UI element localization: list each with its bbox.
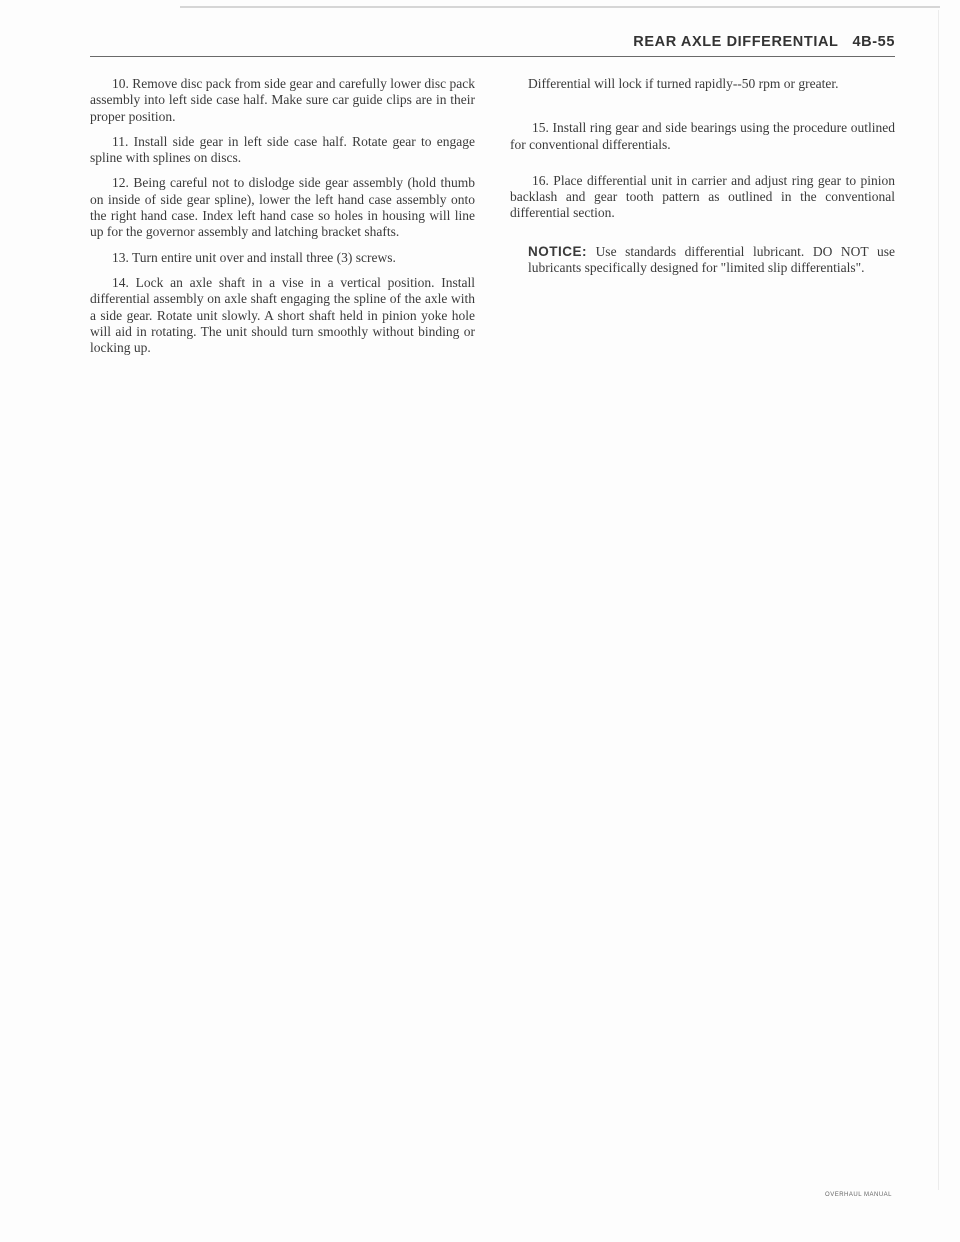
scan-edge-right	[938, 10, 939, 1190]
notice-label: NOTICE:	[528, 243, 587, 259]
right-column	[510, 76, 895, 285]
section-title: REAR AXLE DIFFERENTIAL	[633, 34, 839, 50]
step-15: 15. Install ring gear and side bearings using the procedure outlined for conventional differentials.	[510, 120, 895, 152]
continuation-note: Differential will lock if turned rapidly--50 rpm or greater.	[528, 76, 839, 91]
left-column	[90, 76, 475, 365]
header-rule	[90, 56, 895, 57]
page-number: 4B-55	[852, 34, 895, 50]
notice-text: Use standards differential lubricant. DO NOT use lubricants specifically designed for "limited slip differentials".	[528, 243, 895, 276]
step-16: 16. Place differential unit in carrier and adjust ring gear to pinion backlash and gear tooth pattern as outlined in the conventional differential section.	[510, 172, 895, 221]
header-text	[633, 34, 895, 50]
page-header	[90, 34, 895, 56]
step-13: 13. Turn entire unit over and install three (3) screws.	[112, 249, 396, 265]
step-12: 12. Being careful not to dislodge side gear assembly (hold thumb on inside of side gear spline), lower the left hand case assembly onto the right hand case. Index left hand case so holes in housing will line up for the governor assembly and latching bracket shafts.	[90, 175, 475, 240]
page-footer: OVERHAUL MANUAL	[825, 1192, 892, 1198]
step-11: 11. Install side gear in left side case half. Rotate gear to engage spline with splines on discs.	[90, 133, 475, 166]
notice-block	[510, 244, 895, 277]
step-14: 14. Lock an axle shaft in a vise in a vertical position. Install differential assembly on axle shaft engaging the spline of the axle with a side gear. Rotate unit slowly. A short shaft held in pinion yoke hole will aid in rotating. The unit should turn smoothly without binding or locking up.	[90, 274, 475, 356]
step-10: 10. Remove disc pack from side gear and carefully lower disc pack assembly into left side case half. Make sure car guide clips are in their proper position.	[90, 76, 475, 124]
scan-edge-top	[180, 6, 940, 8]
